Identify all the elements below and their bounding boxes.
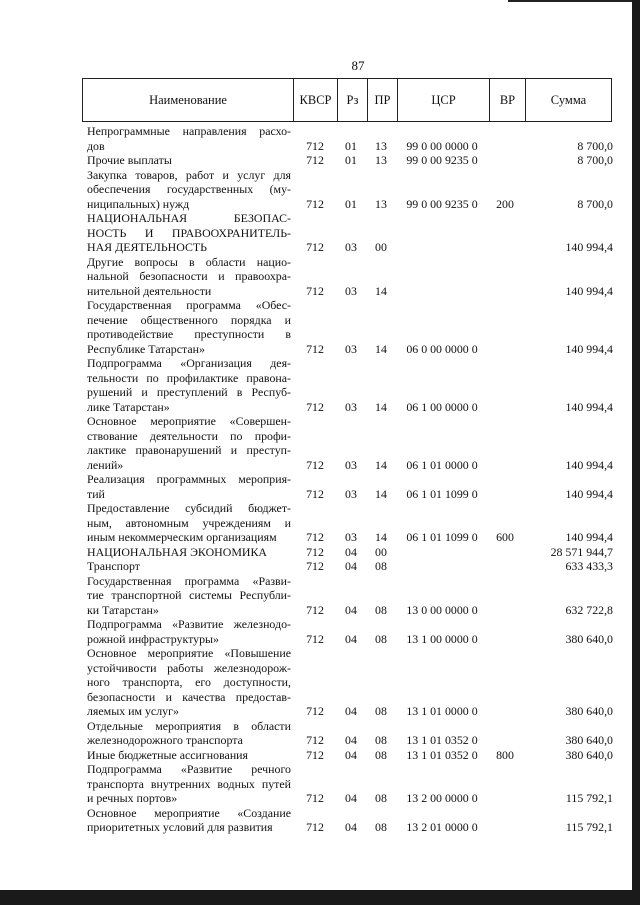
row-rz: 04 [345, 791, 357, 805]
row-name-line: железнодорожного транспорта [87, 733, 243, 747]
scan-edge-bottom [0, 890, 640, 905]
row-sum: 28 571 944,7 [550, 544, 613, 559]
row-csr: 13 1 01 0000 0 [406, 704, 478, 718]
table-row [0, 617, 640, 646]
table-row [0, 153, 640, 168]
row-rz: 04 [345, 704, 357, 718]
row-name [87, 168, 291, 212]
row-name [87, 501, 291, 545]
row-name-line: ного транспорта, его доступности, [87, 675, 291, 689]
table-row [0, 168, 640, 212]
row-kvsr: 712 [306, 457, 324, 472]
row-name-line: ниципальных) нужд [87, 196, 190, 211]
row-rz: 04 [345, 747, 357, 762]
row-name-line: нальной безопасности и правоохра- [87, 269, 291, 283]
row-sum: 380 640,0 [565, 733, 613, 747]
row-pr: 14 [375, 486, 387, 501]
row-kvsr: 712 [306, 341, 324, 356]
row-name-line: ляемых им услуг» [87, 704, 179, 718]
row-sum: 380 640,0 [565, 631, 613, 646]
row-name-line: лактике правонарушений и преступ- [87, 443, 291, 457]
header-kvsr: КВСР [293, 79, 337, 121]
row-rz: 04 [345, 820, 357, 834]
row-pr: 14 [375, 399, 387, 414]
row-name [87, 153, 291, 168]
page-number: 87 [351, 58, 365, 73]
row-name-line: устойчивости работы железнодорож- [87, 660, 291, 675]
table-row [0, 545, 640, 560]
row-rz: 04 [345, 559, 357, 573]
row-csr: 99 0 00 9235 0 [406, 196, 478, 211]
table-row [0, 414, 640, 472]
row-sum: 140 994,4 [565, 240, 613, 254]
row-name-line: рушений и преступлений в Респуб- [87, 385, 291, 399]
table-row [0, 255, 640, 299]
row-name-line: Иные бюджетные ассигнования [87, 747, 249, 762]
row-name-line: НАЯ ДЕЯТЕЛЬНОСТЬ [87, 240, 207, 254]
row-name-line: приоритетных условий для развития [87, 820, 273, 834]
row-csr: 13 2 00 0000 0 [406, 791, 478, 805]
row-sum: 140 994,4 [565, 283, 613, 298]
row-name-line: Другие вопросы в области нацио- [87, 254, 291, 269]
table-row [0, 211, 640, 255]
table-row [0, 646, 640, 719]
row-name-line: безопасности и качества предостав- [87, 689, 291, 704]
row-rz: 01 [345, 153, 357, 167]
row-name-line: тельности по профилактике правона- [87, 370, 291, 385]
row-name-line: НАЦИОНАЛЬНАЯ БЕЗОПАС- [87, 211, 291, 225]
row-pr: 00 [375, 240, 387, 254]
row-name-line: ствование деятельности по профи- [87, 428, 291, 443]
table-body [0, 124, 640, 835]
row-kvsr: 712 [306, 486, 324, 501]
row-name-line: НАЦИОНАЛЬНАЯ ЭКОНОМИКА [87, 544, 268, 559]
row-kvsr: 712 [306, 733, 324, 747]
row-kvsr: 712 [306, 747, 324, 762]
row-name-line: иным некоммерческим организациям [87, 530, 277, 544]
row-csr: 06 1 01 0000 0 [406, 457, 478, 472]
row-rz: 04 [345, 544, 357, 559]
row-rz: 01 [345, 196, 357, 211]
header-vr: ВР [489, 79, 525, 121]
row-sum: 140 994,4 [565, 486, 613, 501]
row-name [87, 617, 291, 646]
row-kvsr: 712 [306, 138, 324, 153]
row-name [87, 646, 291, 719]
row-pr: 13 [375, 138, 387, 153]
header-csr: ЦСР [397, 79, 489, 121]
row-name-line: Подпрограмма «Развитие речного [87, 762, 291, 776]
row-name-line: Государственная программа «Обес- [87, 298, 291, 312]
row-name-line: НОСТЬ И ПРАВООХРАНИТЕЛЬ- [87, 225, 291, 240]
row-csr: 06 0 00 0000 0 [406, 341, 478, 356]
row-name-line: Основное мероприятие «Совершен- [87, 414, 291, 428]
row-name-line: и речных портов» [87, 791, 178, 805]
row-name [87, 211, 291, 255]
row-name-line: ки Татарстан» [87, 602, 159, 617]
row-csr: 99 0 00 0000 0 [406, 138, 478, 153]
table-row [0, 501, 640, 545]
row-name [87, 298, 291, 356]
row-sum: 8 700,0 [577, 138, 613, 153]
table-row [0, 806, 640, 835]
row-csr: 13 0 00 0000 0 [406, 602, 478, 617]
row-name [87, 472, 291, 501]
row-rz: 04 [345, 602, 357, 617]
row-name-line: Закупка товаров, работ и услуг для [87, 167, 291, 182]
row-csr: 06 1 00 0000 0 [406, 399, 478, 414]
row-name [87, 255, 291, 299]
row-kvsr: 712 [306, 530, 324, 544]
row-name-line: Прочие выплаты [87, 153, 172, 167]
row-name-line: Основное мероприятие «Создание [87, 805, 291, 820]
row-pr: 14 [375, 530, 387, 544]
row-name-line: Подпрограмма «Развитие железнодо- [87, 617, 291, 631]
row-name-line: рожной инфраструктуры» [87, 631, 219, 646]
row-kvsr: 712 [306, 240, 324, 254]
row-rz: 03 [345, 530, 357, 544]
row-sum: 380 640,0 [565, 704, 613, 718]
row-vr: 800 [496, 747, 514, 762]
row-name [87, 574, 291, 618]
row-pr: 08 [375, 733, 387, 747]
table-row [0, 356, 640, 414]
row-name-line: Подпрограмма «Организация дея- [87, 356, 291, 370]
header-name: Наименование [149, 93, 227, 107]
row-rz: 03 [345, 457, 357, 472]
row-csr: 13 1 01 0352 0 [406, 747, 478, 762]
table-row [0, 574, 640, 618]
row-name [87, 545, 291, 560]
row-rz: 04 [345, 631, 357, 646]
row-name-line: ным, автономным учреждениям и [87, 515, 291, 530]
row-kvsr: 712 [306, 399, 324, 414]
row-name-line: Государственная программа «Разви- [87, 573, 291, 588]
row-pr: 13 [375, 196, 387, 211]
row-sum: 633 433,3 [565, 559, 613, 573]
row-sum: 632 722,8 [565, 602, 613, 617]
row-name-line: Непрограммные направления расхо- [87, 124, 291, 138]
row-csr: 13 1 00 0000 0 [406, 631, 478, 646]
header-sum: Сумма [525, 79, 611, 121]
row-kvsr: 712 [306, 196, 324, 211]
row-name [87, 559, 291, 574]
row-kvsr: 712 [306, 283, 324, 298]
row-name-line: нительной деятельности [87, 283, 212, 298]
row-name-line: транспорта внутренних водных путей [87, 776, 291, 791]
row-name-line: Республике Татарстан» [87, 341, 205, 356]
row-pr: 00 [375, 544, 387, 559]
row-name [87, 762, 291, 806]
row-name-line: печение общественного порядка и [87, 312, 291, 327]
header-rz: Рз [337, 79, 367, 121]
row-csr: 13 1 01 0352 0 [406, 733, 478, 747]
table-row [0, 298, 640, 356]
row-pr: 13 [375, 153, 387, 167]
row-pr: 08 [375, 602, 387, 617]
row-pr: 08 [375, 704, 387, 718]
table-row [0, 472, 640, 501]
row-sum: 140 994,4 [565, 530, 613, 544]
row-name-line: дов [87, 138, 105, 153]
table-row [0, 124, 640, 153]
row-csr: 06 1 01 1099 0 [406, 530, 478, 544]
row-name-line: Транспорт [87, 559, 140, 573]
row-name [87, 806, 291, 835]
row-name-line: противодействие преступности в [87, 327, 291, 341]
row-name-line: тие транспортной системы Республи- [87, 588, 291, 602]
row-sum: 115 792,1 [565, 791, 613, 805]
row-name [87, 414, 291, 472]
row-name-line: лений» [87, 457, 124, 472]
row-sum: 115 792,1 [565, 820, 613, 834]
row-name [87, 124, 291, 153]
row-sum: 140 994,4 [565, 399, 613, 414]
row-pr: 08 [375, 631, 387, 646]
row-pr: 08 [375, 791, 387, 805]
row-name [87, 748, 291, 763]
row-sum: 140 994,4 [565, 457, 613, 472]
row-csr: 99 0 00 9235 0 [406, 153, 478, 167]
row-name-line: Отдельные мероприятия в области [87, 718, 291, 733]
row-kvsr: 712 [306, 704, 324, 718]
row-sum: 380 640,0 [565, 747, 613, 762]
row-pr: 14 [375, 341, 387, 356]
row-name-line: лике Татарстан» [87, 399, 170, 414]
row-kvsr: 712 [306, 631, 324, 646]
row-name-line: Предоставление субсидий бюджет- [87, 501, 291, 515]
row-vr: 600 [496, 530, 514, 544]
row-pr: 08 [375, 820, 387, 834]
row-pr: 14 [375, 283, 387, 298]
row-kvsr: 712 [306, 820, 324, 834]
row-sum: 8 700,0 [577, 153, 613, 167]
row-name-line: обеспечения государственных (му- [87, 182, 291, 196]
table-row [0, 748, 640, 763]
table-row [0, 559, 640, 574]
table-row [0, 762, 640, 806]
row-vr: 200 [496, 196, 514, 211]
row-kvsr: 712 [306, 791, 324, 805]
row-rz: 03 [345, 341, 357, 356]
row-name-line: тий [87, 486, 105, 501]
row-kvsr: 712 [306, 544, 324, 559]
row-name-line: Реализация программных мероприя- [87, 472, 291, 486]
row-sum: 140 994,4 [565, 341, 613, 356]
row-rz: 03 [345, 283, 357, 298]
row-kvsr: 712 [306, 602, 324, 617]
row-sum: 8 700,0 [577, 196, 613, 211]
row-pr: 08 [375, 559, 387, 573]
header-pr: ПР [367, 79, 397, 121]
row-csr: 06 1 01 1099 0 [406, 486, 478, 501]
row-kvsr: 712 [306, 153, 324, 167]
row-pr: 14 [375, 457, 387, 472]
row-rz: 03 [345, 240, 357, 254]
row-rz: 04 [345, 733, 357, 747]
row-name-line: Основное мероприятие «Повышение [87, 646, 291, 660]
row-rz: 01 [345, 138, 357, 153]
table-header [82, 78, 612, 122]
table-row [0, 719, 640, 748]
row-name [87, 719, 291, 748]
row-pr: 08 [375, 747, 387, 762]
row-name [87, 356, 291, 414]
row-csr: 13 2 01 0000 0 [406, 820, 478, 834]
row-rz: 03 [345, 486, 357, 501]
scan-edge-top [508, 0, 640, 2]
row-rz: 03 [345, 399, 357, 414]
row-kvsr: 712 [306, 559, 324, 573]
